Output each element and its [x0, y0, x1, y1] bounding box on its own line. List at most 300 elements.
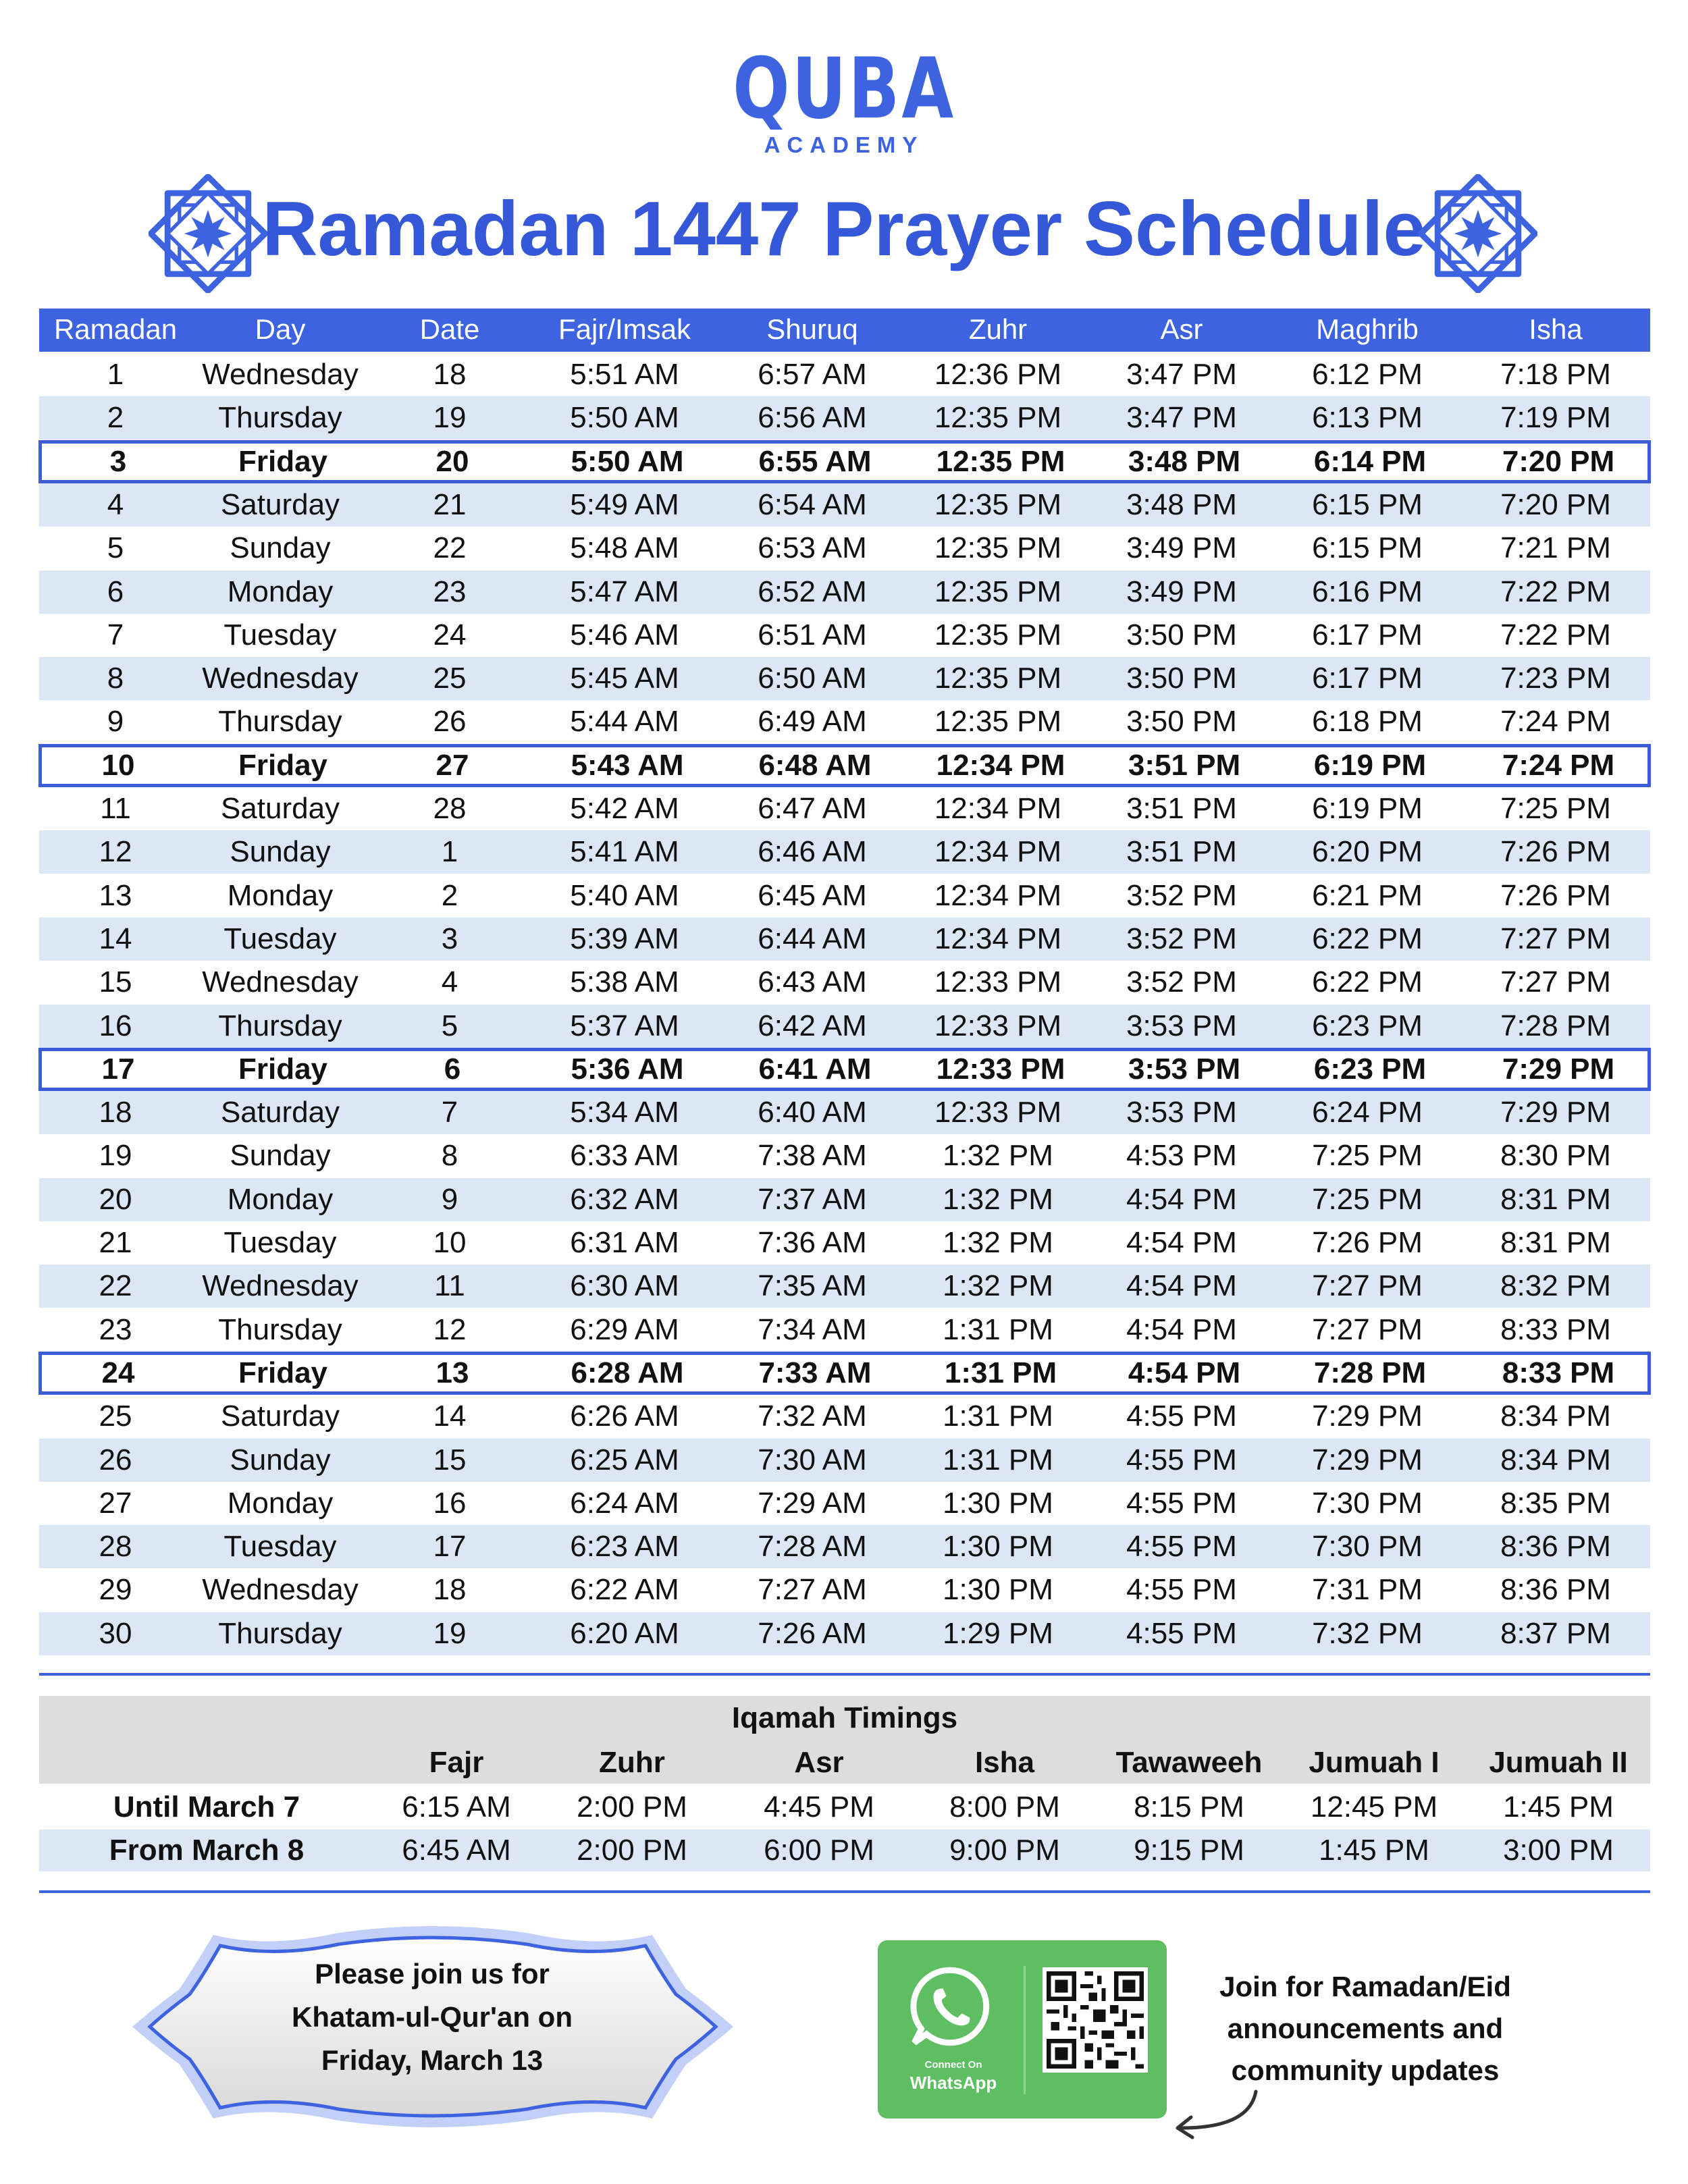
maghrib-time: 6:24 PM	[1312, 1096, 1423, 1129]
date: 25	[433, 662, 467, 695]
whatsapp-divider	[1024, 1966, 1026, 2094]
table-row	[39, 1482, 1650, 1525]
ramadan-day: 1	[107, 358, 124, 391]
shuruq-time: 7:28 AM	[758, 1530, 867, 1564]
iqamah-time: 1:45 PM	[1503, 1790, 1614, 1823]
asr-time: 3:50 PM	[1126, 618, 1237, 651]
zuhr-time: 12:35 PM	[934, 618, 1062, 651]
asr-time: 3:51 PM	[1126, 835, 1237, 869]
join-line: community updates	[1231, 2054, 1500, 2086]
shuruq-time: 6:51 AM	[758, 618, 867, 651]
zuhr-time: 12:35 PM	[934, 487, 1062, 521]
isha-time: 7:28 PM	[1500, 1009, 1611, 1042]
date: 15	[433, 1443, 467, 1476]
isha-time: 8:34 PM	[1500, 1400, 1611, 1433]
fajr-time: 6:33 AM	[570, 1139, 679, 1173]
fajr-time: 5:43 AM	[571, 748, 684, 782]
asr-time: 3:48 PM	[1128, 444, 1241, 478]
ramadan-day: 17	[101, 1052, 135, 1086]
maghrib-time: 6:19 PM	[1312, 792, 1423, 825]
zuhr-time: 1:32 PM	[943, 1139, 1053, 1173]
shuruq-time: 6:42 AM	[758, 1009, 867, 1042]
maghrib-time: 7:26 PM	[1312, 1226, 1423, 1259]
table-row	[39, 1525, 1650, 1568]
column-header: Isha	[1529, 313, 1583, 345]
asr-time: 3:53 PM	[1128, 1052, 1241, 1086]
table-row	[39, 1439, 1650, 1482]
zuhr-time: 12:34 PM	[934, 878, 1062, 912]
date: 18	[433, 1573, 467, 1607]
table-row	[39, 961, 1650, 1004]
shuruq-time: 7:35 AM	[758, 1269, 867, 1303]
section-divider	[39, 1890, 1650, 1893]
weekday: Monday	[227, 878, 334, 912]
fajr-time: 5:36 AM	[571, 1052, 684, 1086]
asr-time: 4:54 PM	[1128, 1356, 1241, 1389]
ramadan-day: 8	[107, 662, 124, 695]
isha-time: 8:36 PM	[1500, 1530, 1611, 1564]
maghrib-time: 6:14 PM	[1313, 444, 1427, 478]
whatsapp-caption-small: Connect On	[924, 2059, 982, 2071]
zuhr-time: 1:30 PM	[943, 1530, 1053, 1564]
zuhr-time: 1:32 PM	[943, 1182, 1053, 1216]
ramadan-day: 22	[99, 1269, 132, 1303]
isha-time: 7:24 PM	[1502, 748, 1615, 782]
isha-time: 8:35 PM	[1500, 1486, 1611, 1520]
column-header: Date	[419, 313, 480, 345]
fajr-time: 6:30 AM	[570, 1269, 679, 1303]
ramadan-day: 4	[107, 487, 124, 521]
ramadan-day: 3	[109, 444, 127, 478]
fajr-time: 5:51 AM	[570, 358, 679, 391]
ramadan-day: 23	[99, 1312, 132, 1346]
date: 28	[433, 792, 467, 825]
maghrib-time: 7:29 PM	[1312, 1443, 1423, 1476]
shuruq-time: 6:50 AM	[758, 662, 867, 695]
shuruq-time: 6:49 AM	[758, 705, 867, 739]
zuhr-time: 12:36 PM	[934, 358, 1062, 391]
column-header: Fajr/Imsak	[558, 313, 691, 345]
zuhr-time: 12:35 PM	[934, 662, 1062, 695]
weekday: Tuesday	[223, 1530, 337, 1564]
maghrib-time: 7:27 PM	[1312, 1312, 1423, 1346]
isha-time: 7:20 PM	[1502, 444, 1615, 478]
maghrib-time: 6:16 PM	[1312, 575, 1423, 608]
table-row-highlighted	[38, 440, 1651, 483]
table-row	[39, 527, 1650, 570]
weekday: Thursday	[218, 1009, 342, 1042]
isha-time: 8:36 PM	[1500, 1573, 1611, 1607]
zuhr-time: 1:30 PM	[943, 1573, 1053, 1607]
ramadan-day: 25	[99, 1400, 132, 1433]
fajr-time: 5:38 AM	[570, 965, 679, 999]
iqamah-time: 12:45 PM	[1310, 1790, 1438, 1823]
date: 12	[433, 1312, 467, 1346]
shuruq-time: 7:26 AM	[758, 1616, 867, 1650]
maghrib-time: 6:22 PM	[1312, 965, 1423, 999]
fajr-time: 6:22 AM	[570, 1573, 679, 1607]
table-row	[39, 1264, 1650, 1308]
weekday: Thursday	[218, 1616, 342, 1650]
zuhr-time: 12:33 PM	[934, 1096, 1062, 1129]
maghrib-time: 7:25 PM	[1312, 1139, 1423, 1173]
iqamah-row	[39, 1786, 1650, 1828]
table-row	[39, 830, 1650, 874]
isha-time: 8:31 PM	[1500, 1226, 1611, 1259]
weekday: Sunday	[230, 531, 331, 565]
iqamah-time: 9:15 PM	[1134, 1834, 1244, 1867]
asr-time: 4:55 PM	[1126, 1486, 1237, 1520]
fajr-time: 5:49 AM	[570, 487, 679, 521]
fajr-time: 6:31 AM	[570, 1226, 679, 1259]
isha-time: 7:26 PM	[1500, 878, 1611, 912]
iqamah-column-header: Tawaweeh	[1115, 1746, 1263, 1779]
maghrib-time: 6:21 PM	[1312, 878, 1423, 912]
shuruq-time: 6:44 AM	[758, 922, 867, 955]
banner-line: Friday, March 13	[321, 2044, 544, 2076]
iqamah-time: 2:00 PM	[577, 1790, 687, 1823]
table-row	[39, 1091, 1650, 1134]
table-row	[39, 700, 1650, 743]
iqamah-time: 4:45 PM	[764, 1790, 874, 1823]
fajr-time: 5:50 AM	[571, 444, 684, 478]
isha-time: 8:37 PM	[1500, 1616, 1611, 1650]
fajr-time: 5:47 AM	[570, 575, 679, 608]
isha-time: 7:23 PM	[1500, 662, 1611, 695]
shuruq-time: 7:32 AM	[758, 1400, 867, 1433]
weekday: Friday	[238, 748, 328, 782]
iqamah-column-header: Isha	[974, 1746, 1035, 1779]
asr-time: 3:53 PM	[1126, 1096, 1237, 1129]
column-header: Ramadan	[53, 313, 178, 345]
join-line: Join for Ramadan/Eid	[1219, 1971, 1511, 2002]
iqamah-time: 6:15 AM	[402, 1790, 511, 1823]
weekday: Tuesday	[223, 618, 337, 651]
ramadan-day: 20	[99, 1182, 132, 1216]
isha-time: 8:33 PM	[1502, 1356, 1615, 1389]
isha-time: 7:27 PM	[1500, 965, 1611, 999]
asr-time: 4:54 PM	[1126, 1269, 1237, 1303]
maghrib-time: 6:23 PM	[1312, 1009, 1423, 1042]
weekday: Tuesday	[223, 922, 337, 955]
asr-time: 4:55 PM	[1126, 1400, 1237, 1433]
ramadan-day: 13	[99, 878, 132, 912]
maghrib-time: 6:22 PM	[1312, 922, 1423, 955]
fajr-time: 5:45 AM	[570, 662, 679, 695]
zuhr-time: 1:32 PM	[943, 1226, 1053, 1259]
weekday: Sunday	[230, 1443, 331, 1476]
maghrib-time: 6:20 PM	[1312, 835, 1423, 869]
shuruq-time: 6:56 AM	[758, 401, 867, 435]
isha-time: 7:27 PM	[1500, 922, 1611, 955]
fajr-time: 6:28 AM	[571, 1356, 684, 1389]
curved-arrow-icon	[1161, 2086, 1269, 2147]
asr-time: 4:54 PM	[1126, 1312, 1237, 1346]
fajr-time: 6:23 AM	[570, 1530, 679, 1564]
table-row	[39, 917, 1650, 961]
fajr-time: 6:25 AM	[570, 1443, 679, 1476]
isha-time: 8:33 PM	[1500, 1312, 1611, 1346]
ramadan-day: 2	[107, 401, 124, 435]
asr-time: 3:49 PM	[1126, 575, 1237, 608]
shuruq-time: 6:52 AM	[758, 575, 867, 608]
date: 1	[441, 835, 458, 869]
asr-time: 3:52 PM	[1126, 922, 1237, 955]
weekday: Wednesday	[202, 662, 359, 695]
table-row-highlighted	[38, 1048, 1651, 1091]
weekday: Monday	[227, 1486, 334, 1520]
ramadan-day: 24	[101, 1356, 135, 1389]
column-header: Shuruq	[766, 313, 858, 345]
ramadan-day: 29	[99, 1573, 132, 1607]
fajr-time: 5:50 AM	[570, 401, 679, 435]
weekday: Saturday	[220, 1096, 340, 1129]
iqamah-column-header: Fajr	[429, 1746, 484, 1779]
table-row	[39, 570, 1650, 614]
shuruq-time: 7:37 AM	[758, 1182, 867, 1216]
weekday: Wednesday	[202, 358, 359, 391]
shuruq-time: 7:38 AM	[758, 1139, 867, 1173]
maghrib-time: 7:31 PM	[1312, 1573, 1423, 1607]
asr-time: 3:51 PM	[1126, 792, 1237, 825]
fajr-time: 5:41 AM	[570, 835, 679, 869]
date: 6	[444, 1052, 461, 1086]
asr-time: 3:50 PM	[1126, 662, 1237, 695]
weekday: Monday	[227, 575, 334, 608]
iqamah-period: From March 8	[109, 1834, 305, 1867]
date: 17	[433, 1530, 467, 1564]
asr-time: 3:52 PM	[1126, 878, 1237, 912]
shuruq-time: 7:36 AM	[758, 1226, 867, 1259]
fajr-time: 5:42 AM	[570, 792, 679, 825]
isha-time: 7:29 PM	[1502, 1052, 1615, 1086]
fajr-time: 5:37 AM	[570, 1009, 679, 1042]
iqamah-time: 3:00 PM	[1503, 1834, 1614, 1867]
table-row	[39, 874, 1650, 917]
asr-time: 3:52 PM	[1126, 965, 1237, 999]
isha-time: 8:30 PM	[1500, 1139, 1611, 1173]
fajr-time: 5:40 AM	[570, 878, 679, 912]
weekday: Saturday	[220, 792, 340, 825]
maghrib-time: 6:17 PM	[1312, 618, 1423, 651]
shuruq-time: 6:48 AM	[758, 748, 872, 782]
column-header: Day	[255, 313, 306, 345]
fajr-time: 6:24 AM	[570, 1486, 679, 1520]
zuhr-time: 1:29 PM	[943, 1616, 1053, 1650]
date: 3	[441, 922, 458, 955]
weekday: Sunday	[230, 835, 331, 869]
ramadan-day: 9	[107, 705, 124, 739]
iqamah-column-header: Asr	[794, 1746, 844, 1779]
maghrib-time: 6:19 PM	[1313, 748, 1427, 782]
asr-time: 3:48 PM	[1126, 487, 1237, 521]
asr-time: 3:51 PM	[1128, 748, 1241, 782]
table-row	[39, 657, 1650, 700]
qr-code-icon[interactable]	[1043, 1967, 1148, 2073]
fajr-time: 6:32 AM	[570, 1182, 679, 1216]
iqamah-title: Iqamah Timings	[731, 1701, 958, 1734]
zuhr-time: 1:31 PM	[943, 1443, 1053, 1476]
iqamah-column-header: Jumuah I	[1309, 1746, 1440, 1779]
asr-time: 4:54 PM	[1126, 1226, 1237, 1259]
weekday: Tuesday	[223, 1226, 337, 1259]
table-row	[39, 1612, 1650, 1655]
weekday: Wednesday	[202, 1573, 359, 1607]
zuhr-time: 1:31 PM	[943, 1312, 1053, 1346]
iqamah-time: 6:00 PM	[764, 1834, 874, 1867]
whatsapp-caption: WhatsApp	[909, 2073, 997, 2093]
zuhr-time: 12:35 PM	[934, 575, 1062, 608]
ramadan-day: 6	[107, 575, 124, 608]
weekday: Thursday	[218, 705, 342, 739]
asr-time: 4:54 PM	[1126, 1182, 1237, 1216]
banner-line: Please join us for	[315, 1958, 550, 1990]
zuhr-time: 12:35 PM	[934, 531, 1062, 565]
zuhr-time: 12:33 PM	[934, 1009, 1062, 1042]
logo-wordmark: QUBA	[732, 41, 956, 138]
maghrib-time: 7:25 PM	[1312, 1182, 1423, 1216]
maghrib-time: 7:32 PM	[1312, 1616, 1423, 1650]
zuhr-time: 12:33 PM	[934, 965, 1062, 999]
iqamah-time: 1:45 PM	[1319, 1834, 1429, 1867]
fajr-time: 6:29 AM	[570, 1312, 679, 1346]
isha-time: 8:31 PM	[1500, 1182, 1611, 1216]
shuruq-time: 6:55 AM	[758, 444, 872, 478]
date: 22	[433, 531, 467, 565]
isha-time: 7:25 PM	[1500, 792, 1611, 825]
weekday: Friday	[238, 444, 328, 478]
date: 16	[433, 1486, 467, 1520]
shuruq-time: 6:57 AM	[758, 358, 867, 391]
whatsapp-icon	[907, 1963, 994, 2050]
date: 8	[441, 1139, 458, 1173]
fajr-time: 6:20 AM	[570, 1616, 679, 1650]
table-row	[39, 1178, 1650, 1221]
logo-subtitle: ACADEMY	[764, 132, 924, 157]
asr-time: 4:55 PM	[1126, 1573, 1237, 1607]
whatsapp-card[interactable]	[878, 1940, 1167, 2119]
weekday: Wednesday	[202, 965, 359, 999]
section-divider	[39, 1673, 1650, 1676]
fajr-time: 6:26 AM	[570, 1400, 679, 1433]
fajr-time: 5:44 AM	[570, 705, 679, 739]
column-header: Asr	[1160, 313, 1203, 345]
maghrib-time: 6:23 PM	[1313, 1052, 1427, 1086]
zuhr-time: 1:31 PM	[943, 1400, 1053, 1433]
join-line: announcements and	[1227, 2013, 1504, 2044]
ramadan-day: 5	[107, 531, 124, 565]
table-row	[39, 614, 1650, 657]
date: 11	[434, 1269, 465, 1303]
ramadan-day: 21	[99, 1226, 132, 1259]
fajr-time: 5:34 AM	[570, 1096, 679, 1129]
date: 19	[433, 1616, 467, 1650]
ramadan-day: 11	[100, 792, 131, 825]
shuruq-time: 7:34 AM	[758, 1312, 867, 1346]
table-header-row	[39, 309, 1650, 352]
join-announcements-text	[1190, 1966, 1541, 2092]
isha-time: 8:34 PM	[1500, 1443, 1611, 1476]
asr-time: 4:55 PM	[1126, 1443, 1237, 1476]
zuhr-time: 12:34 PM	[934, 922, 1062, 955]
iqamah-time: 8:00 PM	[949, 1790, 1060, 1823]
ramadan-day: 30	[99, 1616, 132, 1650]
date: 21	[433, 487, 467, 521]
table-row	[39, 1221, 1650, 1264]
isha-time: 7:22 PM	[1500, 575, 1611, 608]
star-ornament-icon	[1419, 174, 1537, 293]
iqamah-time: 8:15 PM	[1134, 1790, 1244, 1823]
shuruq-time: 6:47 AM	[758, 792, 867, 825]
date: 4	[441, 965, 458, 999]
table-row	[39, 483, 1650, 527]
table-row	[39, 1005, 1650, 1048]
zuhr-time: 12:35 PM	[936, 444, 1065, 478]
shuruq-time: 7:33 AM	[758, 1356, 872, 1389]
isha-time: 7:24 PM	[1500, 705, 1611, 739]
shuruq-time: 6:40 AM	[758, 1096, 867, 1129]
date: 20	[436, 444, 469, 478]
date: 23	[433, 575, 467, 608]
zuhr-time: 12:35 PM	[934, 401, 1062, 435]
zuhr-time: 1:32 PM	[943, 1269, 1053, 1303]
isha-time: 7:19 PM	[1500, 401, 1611, 435]
zuhr-time: 1:30 PM	[943, 1486, 1053, 1520]
isha-time: 7:21 PM	[1500, 531, 1611, 565]
weekday: Saturday	[220, 487, 340, 521]
zuhr-time: 1:31 PM	[944, 1356, 1057, 1389]
ramadan-day: 16	[99, 1009, 132, 1042]
date: 2	[441, 878, 458, 912]
column-header: Zuhr	[968, 313, 1028, 345]
ramadan-day: 18	[99, 1096, 132, 1129]
isha-time: 7:29 PM	[1500, 1096, 1611, 1129]
table-row-highlighted	[38, 1352, 1651, 1395]
isha-time: 7:26 PM	[1500, 835, 1611, 869]
shuruq-time: 7:29 AM	[758, 1486, 867, 1520]
iqamah-time: 9:00 PM	[949, 1834, 1060, 1867]
iqamah-time: 6:45 AM	[402, 1834, 511, 1867]
maghrib-time: 6:15 PM	[1312, 487, 1423, 521]
table-row	[39, 1568, 1650, 1612]
date: 24	[433, 618, 467, 651]
asr-time: 3:49 PM	[1126, 531, 1237, 565]
iqamah-row	[39, 1830, 1650, 1871]
zuhr-time: 12:33 PM	[936, 1052, 1065, 1086]
ramadan-day: 14	[99, 922, 132, 955]
ramadan-day: 15	[99, 965, 132, 999]
banner-line: Khatam-ul-Qur'an on	[292, 2001, 573, 2033]
maghrib-time: 7:28 PM	[1313, 1356, 1427, 1389]
isha-time: 7:20 PM	[1500, 487, 1611, 521]
weekday: Thursday	[218, 401, 342, 435]
weekday: Sunday	[230, 1139, 331, 1173]
maghrib-time: 7:29 PM	[1312, 1400, 1423, 1433]
table-row	[39, 1308, 1650, 1352]
isha-time: 8:32 PM	[1500, 1269, 1611, 1303]
date: 14	[433, 1400, 467, 1433]
date: 13	[436, 1356, 469, 1389]
table-row	[39, 396, 1650, 440]
zuhr-time: 12:35 PM	[934, 705, 1062, 739]
weekday: Saturday	[220, 1400, 340, 1433]
shuruq-time: 6:46 AM	[758, 835, 867, 869]
zuhr-time: 12:34 PM	[934, 792, 1062, 825]
date: 18	[433, 358, 467, 391]
asr-time: 4:55 PM	[1126, 1530, 1237, 1564]
weekday: Friday	[238, 1356, 328, 1389]
maghrib-time: 6:13 PM	[1312, 401, 1423, 435]
